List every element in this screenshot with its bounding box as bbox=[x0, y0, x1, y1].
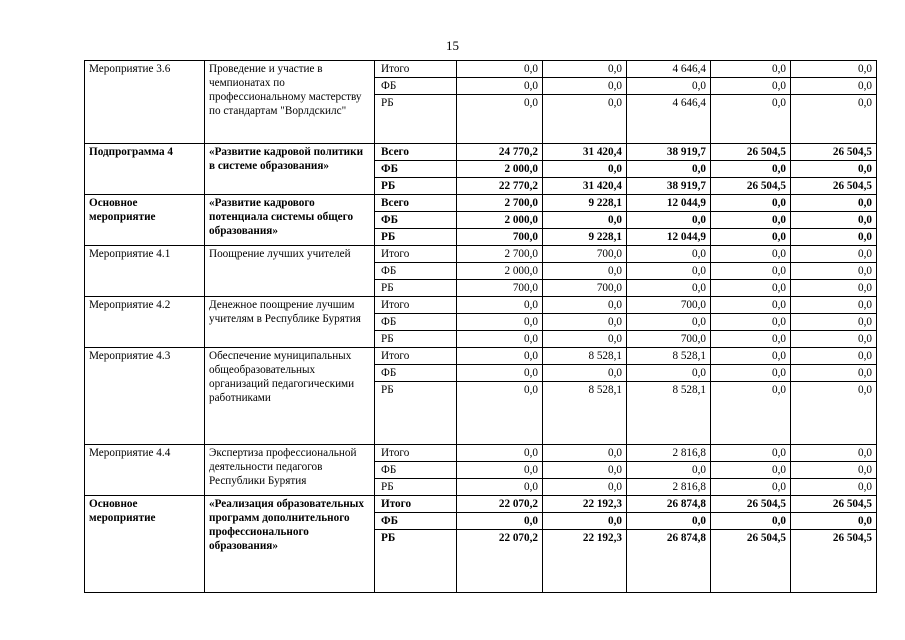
value-cell: 0,0 bbox=[711, 479, 791, 496]
row-description-cell: «Развитие кадрового потенциала системы общего образования» bbox=[205, 195, 375, 246]
value-cell: 9 228,1 bbox=[543, 229, 627, 246]
value-cell: 0,0 bbox=[543, 161, 627, 178]
value-cell: 26 874,8 bbox=[627, 530, 711, 593]
value-cell: 12 044,9 bbox=[627, 229, 711, 246]
value-cell: 2 000,0 bbox=[457, 161, 543, 178]
value-cell: 26 504,5 bbox=[711, 496, 791, 513]
value-cell: 0,0 bbox=[791, 513, 877, 530]
value-cell: 0,0 bbox=[711, 161, 791, 178]
funding-source-cell: РБ bbox=[375, 331, 457, 348]
value-cell: 700,0 bbox=[457, 280, 543, 297]
value-cell: 700,0 bbox=[543, 280, 627, 297]
table-row bbox=[85, 445, 877, 462]
value-cell: 0,0 bbox=[711, 61, 791, 78]
funding-source-cell: ФБ bbox=[375, 513, 457, 530]
value-cell: 8 528,1 bbox=[627, 382, 711, 445]
value-cell: 0,0 bbox=[791, 348, 877, 365]
value-cell: 0,0 bbox=[457, 61, 543, 78]
row-description-cell: Денежное поощрение лучшим учителям в Республике Бурятия bbox=[205, 297, 375, 348]
funding-source-cell: ФБ bbox=[375, 263, 457, 280]
value-cell: 2 000,0 bbox=[457, 212, 543, 229]
funding-source-cell: ФБ bbox=[375, 78, 457, 95]
value-cell: 0,0 bbox=[627, 246, 711, 263]
row-description-cell: Поощрение лучших учителей bbox=[205, 246, 375, 297]
value-cell: 0,0 bbox=[791, 263, 877, 280]
value-cell: 26 504,5 bbox=[791, 144, 877, 161]
value-cell: 0,0 bbox=[627, 365, 711, 382]
value-cell: 0,0 bbox=[711, 78, 791, 95]
funding-source-cell: РБ bbox=[375, 280, 457, 297]
value-cell: 0,0 bbox=[457, 297, 543, 314]
value-cell: 0,0 bbox=[457, 365, 543, 382]
value-cell: 0,0 bbox=[543, 462, 627, 479]
value-cell: 9 228,1 bbox=[543, 195, 627, 212]
value-cell: 8 528,1 bbox=[543, 382, 627, 445]
value-cell: 0,0 bbox=[791, 161, 877, 178]
funding-source-cell: РБ bbox=[375, 382, 457, 445]
value-cell: 0,0 bbox=[791, 479, 877, 496]
value-cell: 0,0 bbox=[711, 212, 791, 229]
row-description-cell: Обеспечение муниципальных общеобразовательных организаций педагогическими работниками bbox=[205, 348, 375, 445]
funding-source-cell: Итого bbox=[375, 61, 457, 78]
value-cell: 700,0 bbox=[627, 331, 711, 348]
value-cell: 0,0 bbox=[543, 479, 627, 496]
row-description-cell: Экспертиза профессиональной деятельности педагогов Республики Бурятия bbox=[205, 445, 375, 496]
value-cell: 26 504,5 bbox=[791, 496, 877, 513]
value-cell: 0,0 bbox=[711, 462, 791, 479]
page-number: 15 bbox=[446, 38, 459, 53]
value-cell: 0,0 bbox=[711, 331, 791, 348]
value-cell: 0,0 bbox=[627, 78, 711, 95]
value-cell: 24 770,2 bbox=[457, 144, 543, 161]
value-cell: 0,0 bbox=[791, 212, 877, 229]
value-cell: 0,0 bbox=[791, 229, 877, 246]
table-row bbox=[85, 246, 877, 263]
value-cell: 0,0 bbox=[711, 195, 791, 212]
value-cell: 4 646,4 bbox=[627, 61, 711, 78]
funding-source-cell: ФБ bbox=[375, 365, 457, 382]
value-cell: 22 070,2 bbox=[457, 496, 543, 513]
value-cell: 0,0 bbox=[791, 462, 877, 479]
row-name-cell: Подпрограмма 4 bbox=[85, 144, 205, 195]
value-cell: 2 700,0 bbox=[457, 195, 543, 212]
row-name-cell: Мероприятие 4.3 bbox=[85, 348, 205, 445]
value-cell: 26 504,5 bbox=[791, 178, 877, 195]
value-cell: 0,0 bbox=[791, 297, 877, 314]
row-description-cell: «Развитие кадровой политики в системе образования» bbox=[205, 144, 375, 195]
row-name-cell: Основное мероприятие bbox=[85, 195, 205, 246]
value-cell: 0,0 bbox=[791, 61, 877, 78]
row-description-cell: «Реализация образовательных программ дополнительного профессионального образования» bbox=[205, 496, 375, 593]
value-cell: 0,0 bbox=[711, 297, 791, 314]
value-cell: 0,0 bbox=[543, 513, 627, 530]
value-cell: 0,0 bbox=[543, 297, 627, 314]
value-cell: 0,0 bbox=[711, 263, 791, 280]
value-cell: 0,0 bbox=[627, 263, 711, 280]
value-cell: 2 816,8 bbox=[627, 445, 711, 462]
value-cell: 2 000,0 bbox=[457, 263, 543, 280]
budget-table bbox=[84, 60, 877, 593]
value-cell: 0,0 bbox=[791, 331, 877, 348]
funding-source-cell: РБ bbox=[375, 178, 457, 195]
value-cell: 0,0 bbox=[543, 78, 627, 95]
value-cell: 0,0 bbox=[791, 195, 877, 212]
row-name-cell: Мероприятие 4.1 bbox=[85, 246, 205, 297]
funding-source-cell: Итого bbox=[375, 445, 457, 462]
funding-source-cell: РБ bbox=[375, 229, 457, 246]
funding-source-cell: РБ bbox=[375, 530, 457, 593]
funding-source-cell: Итого bbox=[375, 348, 457, 365]
funding-source-cell: ФБ bbox=[375, 462, 457, 479]
value-cell: 0,0 bbox=[791, 382, 877, 445]
funding-source-cell: РБ bbox=[375, 95, 457, 144]
funding-source-cell: Итого bbox=[375, 246, 457, 263]
value-cell: 700,0 bbox=[457, 229, 543, 246]
value-cell: 38 919,7 bbox=[627, 178, 711, 195]
table-row bbox=[85, 297, 877, 314]
value-cell: 26 504,5 bbox=[711, 530, 791, 593]
value-cell: 0,0 bbox=[457, 445, 543, 462]
value-cell: 0,0 bbox=[543, 263, 627, 280]
value-cell: 0,0 bbox=[711, 280, 791, 297]
value-cell: 0,0 bbox=[543, 445, 627, 462]
value-cell: 0,0 bbox=[791, 445, 877, 462]
value-cell: 0,0 bbox=[711, 229, 791, 246]
value-cell: 0,0 bbox=[627, 462, 711, 479]
value-cell: 8 528,1 bbox=[543, 348, 627, 365]
value-cell: 0,0 bbox=[457, 95, 543, 144]
value-cell: 0,0 bbox=[457, 479, 543, 496]
value-cell: 0,0 bbox=[711, 246, 791, 263]
value-cell: 31 420,4 bbox=[543, 144, 627, 161]
funding-source-cell: РБ bbox=[375, 479, 457, 496]
table-row bbox=[85, 496, 877, 513]
value-cell: 22 192,3 bbox=[543, 530, 627, 593]
value-cell: 0,0 bbox=[791, 280, 877, 297]
value-cell: 4 646,4 bbox=[627, 95, 711, 144]
value-cell: 0,0 bbox=[711, 348, 791, 365]
value-cell: 26 874,8 bbox=[627, 496, 711, 513]
value-cell: 0,0 bbox=[457, 513, 543, 530]
value-cell: 0,0 bbox=[457, 348, 543, 365]
value-cell: 26 504,5 bbox=[711, 178, 791, 195]
value-cell: 0,0 bbox=[791, 78, 877, 95]
value-cell: 0,0 bbox=[543, 61, 627, 78]
funding-source-cell: Итого bbox=[375, 297, 457, 314]
value-cell: 0,0 bbox=[457, 78, 543, 95]
value-cell: 31 420,4 bbox=[543, 178, 627, 195]
value-cell: 0,0 bbox=[457, 382, 543, 445]
value-cell: 22 070,2 bbox=[457, 530, 543, 593]
value-cell: 700,0 bbox=[627, 297, 711, 314]
row-name-cell: Основное мероприятие bbox=[85, 496, 205, 593]
value-cell: 0,0 bbox=[543, 314, 627, 331]
value-cell: 0,0 bbox=[627, 513, 711, 530]
value-cell: 0,0 bbox=[711, 513, 791, 530]
table-row bbox=[85, 195, 877, 212]
row-description-cell: Проведение и участие в чемпионатах по профессиональному мастерству по стандартам "Ворлдскилс" bbox=[205, 61, 375, 144]
row-name-cell: Мероприятие 4.2 bbox=[85, 297, 205, 348]
value-cell: 0,0 bbox=[711, 365, 791, 382]
value-cell: 0,0 bbox=[543, 95, 627, 144]
value-cell: 0,0 bbox=[711, 314, 791, 331]
row-name-cell: Мероприятие 4.4 bbox=[85, 445, 205, 496]
table-row bbox=[85, 61, 877, 78]
value-cell: 0,0 bbox=[457, 314, 543, 331]
value-cell: 38 919,7 bbox=[627, 144, 711, 161]
table-row bbox=[85, 144, 877, 161]
value-cell: 0,0 bbox=[791, 95, 877, 144]
value-cell: 0,0 bbox=[711, 95, 791, 144]
funding-source-cell: Итого bbox=[375, 496, 457, 513]
value-cell: 0,0 bbox=[457, 462, 543, 479]
value-cell: 0,0 bbox=[711, 382, 791, 445]
row-name-cell: Мероприятие 3.6 bbox=[85, 61, 205, 144]
value-cell: 22 192,3 bbox=[543, 496, 627, 513]
value-cell: 0,0 bbox=[791, 246, 877, 263]
value-cell: 0,0 bbox=[627, 314, 711, 331]
value-cell: 0,0 bbox=[543, 212, 627, 229]
funding-source-cell: ФБ bbox=[375, 212, 457, 229]
value-cell: 0,0 bbox=[627, 280, 711, 297]
funding-source-cell: ФБ bbox=[375, 314, 457, 331]
value-cell: 700,0 bbox=[543, 246, 627, 263]
value-cell: 0,0 bbox=[543, 331, 627, 348]
funding-source-cell: Всего bbox=[375, 195, 457, 212]
value-cell: 22 770,2 bbox=[457, 178, 543, 195]
value-cell: 26 504,5 bbox=[791, 530, 877, 593]
value-cell: 0,0 bbox=[543, 365, 627, 382]
value-cell: 0,0 bbox=[791, 314, 877, 331]
value-cell: 0,0 bbox=[627, 212, 711, 229]
table-row bbox=[85, 348, 877, 365]
funding-source-cell: Всего bbox=[375, 144, 457, 161]
value-cell: 0,0 bbox=[711, 445, 791, 462]
value-cell: 2 816,8 bbox=[627, 479, 711, 496]
value-cell: 2 700,0 bbox=[457, 246, 543, 263]
value-cell: 26 504,5 bbox=[711, 144, 791, 161]
value-cell: 12 044,9 bbox=[627, 195, 711, 212]
value-cell: 0,0 bbox=[457, 331, 543, 348]
value-cell: 0,0 bbox=[791, 365, 877, 382]
funding-source-cell: ФБ bbox=[375, 161, 457, 178]
value-cell: 8 528,1 bbox=[627, 348, 711, 365]
value-cell: 0,0 bbox=[627, 161, 711, 178]
